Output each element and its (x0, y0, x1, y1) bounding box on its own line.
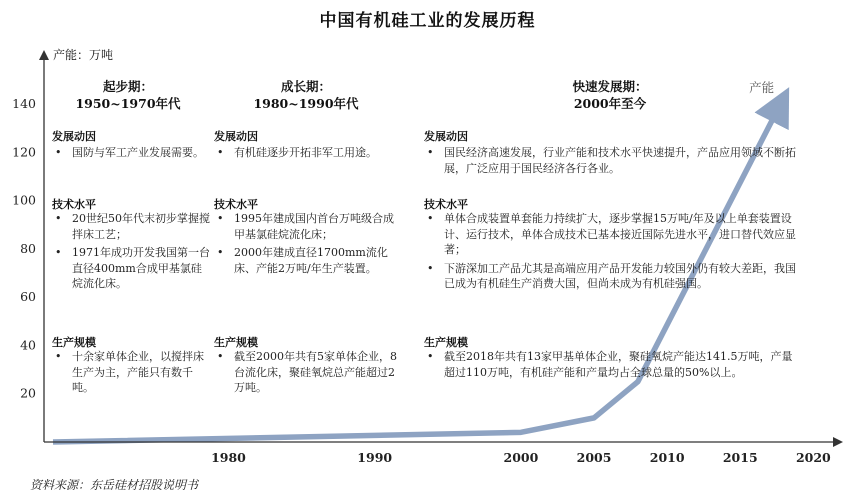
y-tick-label: 40 (20, 337, 36, 353)
source-note: 资料来源：东岳硅材招股说明书 (30, 478, 199, 492)
bullet-item: • 有机硅逐步开拓非军工用途。 (214, 145, 399, 161)
section-heading: 发展动因 (214, 130, 258, 143)
y-axis-label: 产能：万吨 (53, 48, 114, 62)
period-range: 1950~1970年代 (75, 96, 181, 111)
x-tick-label: 2015 (722, 450, 758, 465)
y-tick-label: 20 (20, 385, 36, 401)
bullet-item: • 1995年建成国内首台万吨级合成甲基氯硅烷流化床； (214, 211, 399, 242)
section-heading: 发展动因 (52, 130, 96, 143)
bullet-item: • 十余家单体企业，以搅拌床生产为主，产能只有数千吨。 (52, 349, 212, 396)
bullet-item: • 国民经济高速发展，行业产能和技术水平快速提升，产品应用领域不断拓展，广泛应用于国民经济各行各业。 (424, 145, 796, 176)
x-tick-label: 1980 (211, 450, 246, 465)
bullet-item: • 20世纪50年代末初步掌握搅拌床工艺； (52, 211, 212, 242)
period-name: 起步期： (102, 79, 153, 94)
bullet-item: • 截至2018年共有13家甲基单体企业，聚硅氧烷产能达141.5万吨，产量超过110万吨，有机硅产能和产量均占全球总量的50%以上。 (424, 349, 796, 380)
bullet-item: • 国防与军工产业发展需要。 (52, 145, 212, 161)
section-heading: 生产规模 (214, 336, 258, 349)
x-tick-label: 2020 (795, 450, 831, 465)
section-heading: 发展动因 (424, 130, 468, 143)
x-tick-label: 2000 (503, 450, 539, 465)
section-heading: 技术水平 (214, 198, 258, 211)
period-header (216, 78, 396, 112)
x-tick-label: 2005 (576, 450, 612, 465)
section-heading: 生产规模 (424, 336, 468, 349)
section-heading: 技术水平 (52, 198, 96, 211)
y-tick-label: 80 (20, 240, 36, 256)
bullet-item: • 单体合成装置单套能力持续扩大，逐步掌握15万吨/年及以上单套装置设计、运行技术，单体合成技术已基本接近国际先进水平，进口替代效应显著； (424, 211, 796, 258)
period-name: 成长期： (280, 79, 331, 94)
x-tick-label: 2010 (649, 450, 685, 465)
section-bullet-list (52, 145, 212, 164)
y-tick-label: 140 (12, 96, 36, 112)
series-label: 产能 (749, 79, 775, 95)
section-bullet-list (214, 211, 399, 279)
period-range: 1980~1990年代 (253, 96, 359, 111)
period-range: 2000年至今 (573, 96, 647, 111)
section-bullet-list (52, 349, 212, 399)
period-name: 快速发展期： (572, 79, 648, 94)
bullet-item: • 1971年成功开发我国第一台直径400mm合成甲基氯硅烷流化床。 (52, 245, 212, 292)
period-header (38, 78, 218, 112)
chart-title: 中国有机硅工业的发展历程 (319, 11, 536, 31)
x-tick-label: 1990 (357, 450, 393, 465)
period-header (520, 78, 700, 112)
y-tick-label: 60 (20, 289, 36, 305)
y-tick-label: 120 (12, 144, 36, 160)
bullet-item: • 截至2000年共有5家单体企业，8台流化床，聚硅氧烷总产能超过2万吨。 (214, 349, 399, 396)
section-bullet-list (214, 349, 399, 399)
section-bullet-list (52, 211, 212, 295)
section-heading: 技术水平 (424, 198, 468, 211)
bullet-item: • 2000年建成直径1700mm流化床、产能2万吨/年生产装置。 (214, 245, 399, 276)
section-heading: 生产规模 (52, 336, 96, 349)
section-bullet-list (424, 145, 796, 179)
section-bullet-list (424, 211, 796, 295)
section-bullet-list (424, 349, 796, 383)
y-tick-label: 100 (12, 192, 36, 208)
bullet-item: • 下游深加工产品尤其是高端应用产品开发能力较国外仍有较大差距，我国已成为有机硅生产消费大国，但尚未成为有机硅强国。 (424, 261, 796, 292)
section-bullet-list (214, 145, 399, 164)
